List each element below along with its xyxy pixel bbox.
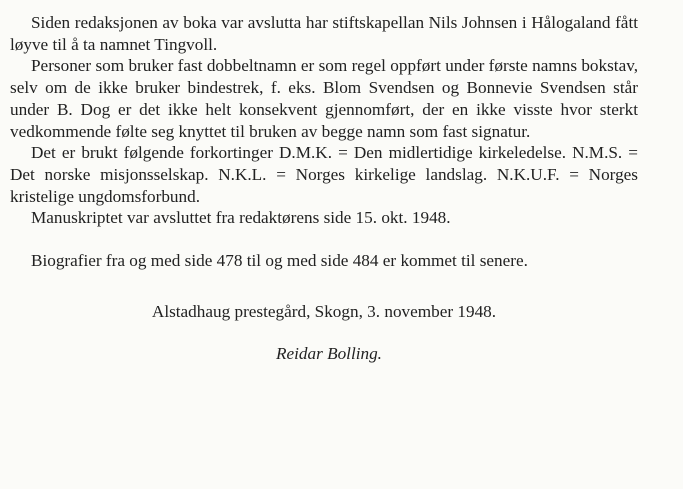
paragraph-double-names: Personer som bruker fast dobbeltnamn er som regel oppført under første namns bokstav, selv om de ikke bruker bindestrek, f. eks. Blom Svendsen og Bonnevie Svendsen står under B. Dog er det ikke helt konsekvent gjennomført, der en ikke visste hvor sterkt vedkommende følte seg knyttet til bruken av begge namn som fast signatur.	[10, 56, 638, 141]
signature: Reidar Bolling.	[276, 344, 382, 364]
paragraph-gap	[10, 229, 638, 250]
dateline: Alstadhaug prestegård, Skogn, 3. november 1948.	[151, 301, 497, 321]
paragraph-abbreviations: Det er brukt følgende forkortinger D.M.K. = Den midlertidige kirkeledelse. N.M.S. = Det norske misjonsselskap. N.K.L. = Norges kirkelige landslag. N.K.U.F. = Norges kristelige ungdomsforbund.	[10, 143, 638, 206]
document-page	[10, 12, 638, 365]
paragraph-late-biographies: Biografier fra og med side 478 til og med side 484 er kommet til senere.	[31, 251, 528, 271]
paragraph-manuscript-closed: Manuskriptet var avsluttet fra redaktørens side 15. okt. 1948.	[31, 208, 451, 228]
paragraph-name-change: Siden redaksjonen av boka var avslutta har stiftskapellan Nils Johnsen i Hålogaland fått løyve til å ta namnet Tingvoll.	[10, 13, 638, 54]
